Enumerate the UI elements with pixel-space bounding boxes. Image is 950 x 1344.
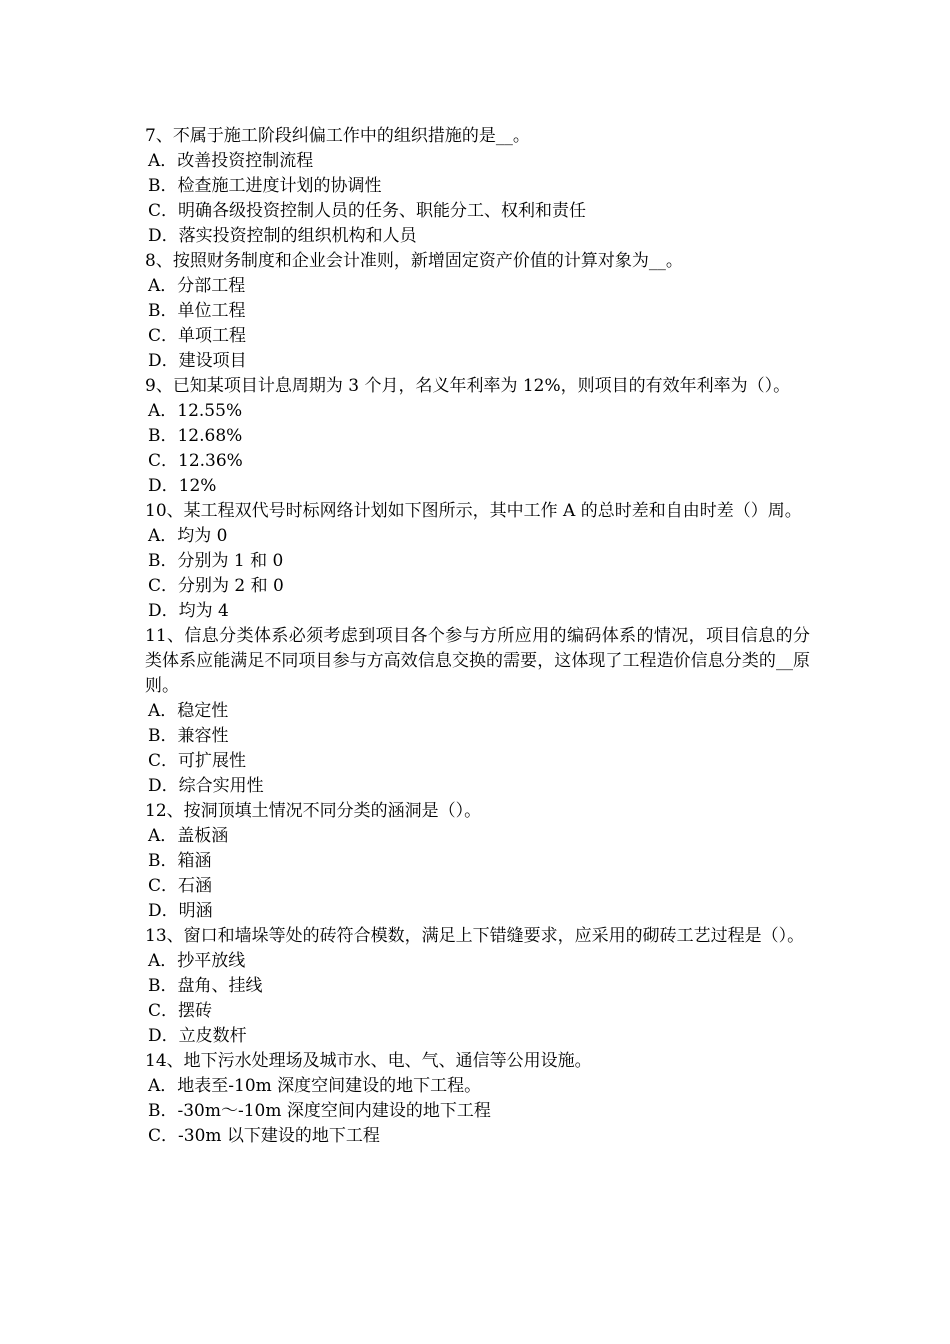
question-11 <box>145 624 810 799</box>
option-d: D．均为 4 <box>148 601 229 621</box>
question-text: 7、不属于施工阶段纠偏工作中的组织措施的是__。 <box>145 126 530 146</box>
option-a: A．分部工程 <box>148 276 246 296</box>
option-c: C．-30m 以下建设的地下工程 <box>148 1126 380 1146</box>
question-13 <box>145 924 810 1049</box>
option-d: D．立皮数杆 <box>148 1026 247 1046</box>
option-c: C．12.36% <box>148 451 243 471</box>
question-text: 9、已知某项目计息周期为 3 个月，名义年利率为 12%，则项目的有效年利率为（）。 <box>145 376 791 396</box>
option-c: C．摆砖 <box>148 1001 213 1021</box>
question-8 <box>145 249 810 374</box>
question-9 <box>145 374 810 499</box>
option-b: B．-30m～-10m 深度空间内建设的地下工程 <box>148 1101 491 1121</box>
option-c: C．可扩展性 <box>148 751 247 771</box>
option-a: A．12.55% <box>148 401 243 421</box>
option-c: C．分别为 2 和 0 <box>148 576 284 596</box>
question-text: 8、按照财务制度和企业会计准则，新增固定资产价值的计算对象为__。 <box>145 251 683 271</box>
option-d: D．综合实用性 <box>148 776 264 796</box>
question-text: 12、按洞顶填土情况不同分类的涵洞是（）。 <box>145 801 482 821</box>
option-b: B．盘角、挂线 <box>148 976 263 996</box>
option-c: C．明确各级投资控制人员的任务、职能分工、权利和责任 <box>148 201 587 221</box>
question-text: 11、信息分类体系必须考虑到项目各个参与方所应用的编码体系的情况，项目信息的分类体系应能满足不同项目参与方高效信息交换的需要，这体现了工程造价信息分类的__原则。 <box>145 626 810 696</box>
option-d: D．明涵 <box>148 901 213 921</box>
question-10 <box>145 499 810 624</box>
option-c: C．单项工程 <box>148 326 247 346</box>
option-c: C．石涵 <box>148 876 213 896</box>
option-b: B．单位工程 <box>148 301 246 321</box>
option-b: B．检查施工进度计划的协调性 <box>148 176 382 196</box>
question-text: 13、窗口和墙垛等处的砖符合模数，满足上下错缝要求，应采用的砌砖工艺过程是（）。 <box>145 926 805 946</box>
question-14 <box>145 1049 810 1149</box>
option-b: B．分别为 1 和 0 <box>148 551 284 571</box>
option-d: D．12% <box>148 476 217 496</box>
option-d: D．落实投资控制的组织机构和人员 <box>148 226 417 246</box>
option-a: A．稳定性 <box>148 701 229 721</box>
option-a: A．抄平放线 <box>148 951 246 971</box>
question-text: 14、地下污水处理场及城市水、电、气、通信等公用设施。 <box>145 1051 592 1071</box>
option-d: D．建设项目 <box>148 351 247 371</box>
option-b: B．箱涵 <box>148 851 212 871</box>
question-list <box>145 124 810 1149</box>
question-7 <box>145 124 810 249</box>
option-b: B．12.68% <box>148 426 243 446</box>
question-text: 10、某工程双代号时标网络计划如下图所示，其中工作 A 的总时差和自由时差（）周。 <box>145 501 802 521</box>
option-b: B．兼容性 <box>148 726 229 746</box>
option-a: A．盖板涵 <box>148 826 229 846</box>
option-a: A．地表至-10m 深度空间建设的地下工程。 <box>148 1076 482 1096</box>
option-a: A．均为 0 <box>148 526 228 546</box>
question-12 <box>145 799 810 924</box>
option-a: A．改善投资控制流程 <box>148 151 314 171</box>
